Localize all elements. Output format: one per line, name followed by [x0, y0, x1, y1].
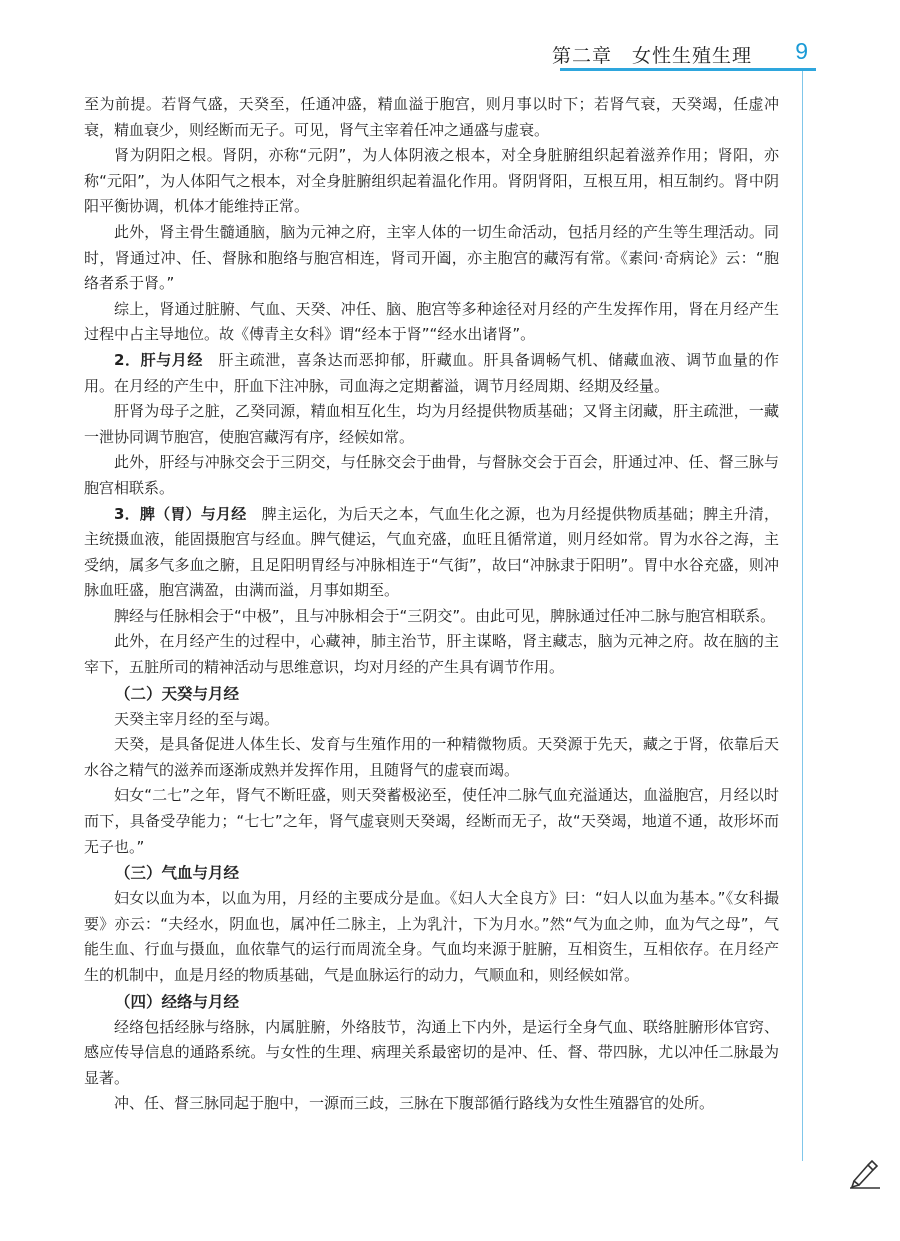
paragraph: 肾为阴阳之根。肾阴，亦称“元阴”，为人体阴液之根本，对全身脏腑组织起着滋养作用；肾阳，亦称“元阳”，为人体阳气之根本，对全身脏腑组织起着温化作用。肾阴肾阳，互根互用，相互制约。肾中阴阳平衡协调，机体才能维持正常。 [84, 146, 779, 216]
chapter-title: 第二章 女性生殖生理 [551, 45, 752, 67]
section-heading: （二）天癸与月经 [115, 684, 240, 703]
pen-icon [848, 1155, 882, 1189]
section-heading: （四）经络与月经 [115, 992, 240, 1011]
paragraph-text: 肝主疏泄，喜条达而恶抑郁，肝藏血。肝具备调畅气机、储藏血液、调节血量的作用。在月经的产生中，肝血下注冲脉，司血海之定期蓄溢，调节月经周期、经期及经量。 [84, 350, 779, 395]
paragraph: 妇女“二七”之年，肾气不断旺盛，则天癸蓄极泌至，使任冲二脉气血充溢通达，血溢胞宫，月经以时而下，具备受孕能力；“七七”之年，肾气虚衰则天癸竭，经断而无子，故“天癸竭，地道不通，故形坏而无子也。” [84, 786, 779, 856]
paragraph-spleen [84, 502, 779, 604]
paragraph: 脾经与任脉相会于“中极”，且与冲脉相会于“三阴交”。由此可见，脾脉通过任冲二脉与胞宫相联系。 [114, 606, 776, 625]
side-rule [802, 71, 803, 1161]
paragraph: 妇女以血为本，以血为用，月经的主要成分是血。《妇人大全良方》曰：“妇人以血为基本。”《女科撮要》亦云：“夫经水，阴血也，属冲任二脉主，上为乳汁，下为月水。”然“气为血之帅，血为气之母”，气能生血、行血与摄血，血依靠气的运行而周流全身。气血均来源于脏腑，互相资生，互相依存。在月经产生的机制中，血是月经的物质基础，气是血脉运行的动力，气顺血和，则经候如常。 [84, 889, 779, 984]
paragraph: 天癸，是具备促进人体生长、发育与生殖作用的一种精微物质。天癸源于先天，藏之于肾，依靠后天水谷之精气的滋养而逐渐成熟并发挥作用，且随肾气的虚衰而竭。 [84, 735, 779, 779]
paragraph: 肝肾为母子之脏，乙癸同源，精血相互化生，均为月经提供物质基础；又肾主闭藏，肝主疏泄，一藏一泄协同调节胞宫，使胞宫藏泻有序，经候如常。 [84, 402, 779, 446]
paragraph: 综上，肾通过脏腑、气血、天癸、冲任、脑、胞宫等多种途径对月经的产生发挥作用，肾在月经产生过程中占主导地位。故《傅青主女科》谓“经本于肾”“经水出诸肾”。 [84, 299, 779, 344]
paragraph-liver [84, 348, 779, 399]
paragraph: 此外，肾主骨生髓通脑，脑为元神之府，主宰人体的一切生命活动，包括月经的产生等生理活动。同时，肾通过冲、任、督脉和胞络与胞宫相连，肾司开阖，亦主胞宫的藏泻有常。《素问·奇病论》云：“胞络者系于肾。” [84, 222, 779, 293]
subheading-spleen: 3．脾（胃）与月经 [114, 504, 247, 523]
paragraph-text: 脾主运化，为后天之本，气血生化之源，也为月经提供物质基础；脾主升清，主统摄血液，能固摄胞宫与经血。脾气健运，气血充盛，血旺且循常道，则月经如常。胃为水谷之海，主受纳，属多气多血之腑，且足阳明胃经与冲脉相连于“气街”，故曰“冲脉隶于阳明”。胃中水谷充盛，则冲脉血旺盛，胞宫满盈，由满而溢，月事如期至。 [84, 504, 779, 600]
paragraph: 冲、任、督三脉同起于胞中，一源而三歧，三脉在下腹部循行路线为女性生殖器官的处所。 [114, 1094, 715, 1113]
header-rule [560, 68, 816, 71]
page-header [551, 38, 816, 72]
subheading-liver: 2．肝与月经 [114, 350, 203, 369]
paragraph: 经络包括经脉与络脉，内属脏腑，外络肢节，沟通上下内外，是运行全身气血、联络脏腑形体官窍、感应传导信息的通路系统。与女性的生理、病理关系最密切的是冲、任、督、带四脉，尤以冲任二脉最为显著。 [84, 1017, 779, 1087]
paragraph: 天癸主宰月经的至与竭。 [114, 709, 280, 728]
body-text [84, 92, 779, 1117]
paragraph: 至为前提。若肾气盛，天癸至，任通冲盛，精血溢于胞宫，则月事以时下；若肾气衰，天癸竭，任虚冲衰，精血衰少，则经断而无子。可见，肾气主宰着任冲之通盛与虚衰。 [84, 95, 779, 139]
page-number: 9 [795, 38, 808, 64]
paragraph: 此外，在月经产生的过程中，心藏神，肺主治节，肝主谋略，肾主藏志，脑为元神之府。故在脑的主宰下，五脏所司的精神活动与思维意识，均对月经的产生具有调节作用。 [84, 632, 779, 677]
paragraph: 此外，肝经与冲脉交会于三阴交，与任脉交会于曲骨，与督脉交会于百会，肝通过冲、任、督三脉与胞宫相联系。 [84, 453, 779, 497]
section-heading: （三）气血与月经 [115, 864, 240, 883]
